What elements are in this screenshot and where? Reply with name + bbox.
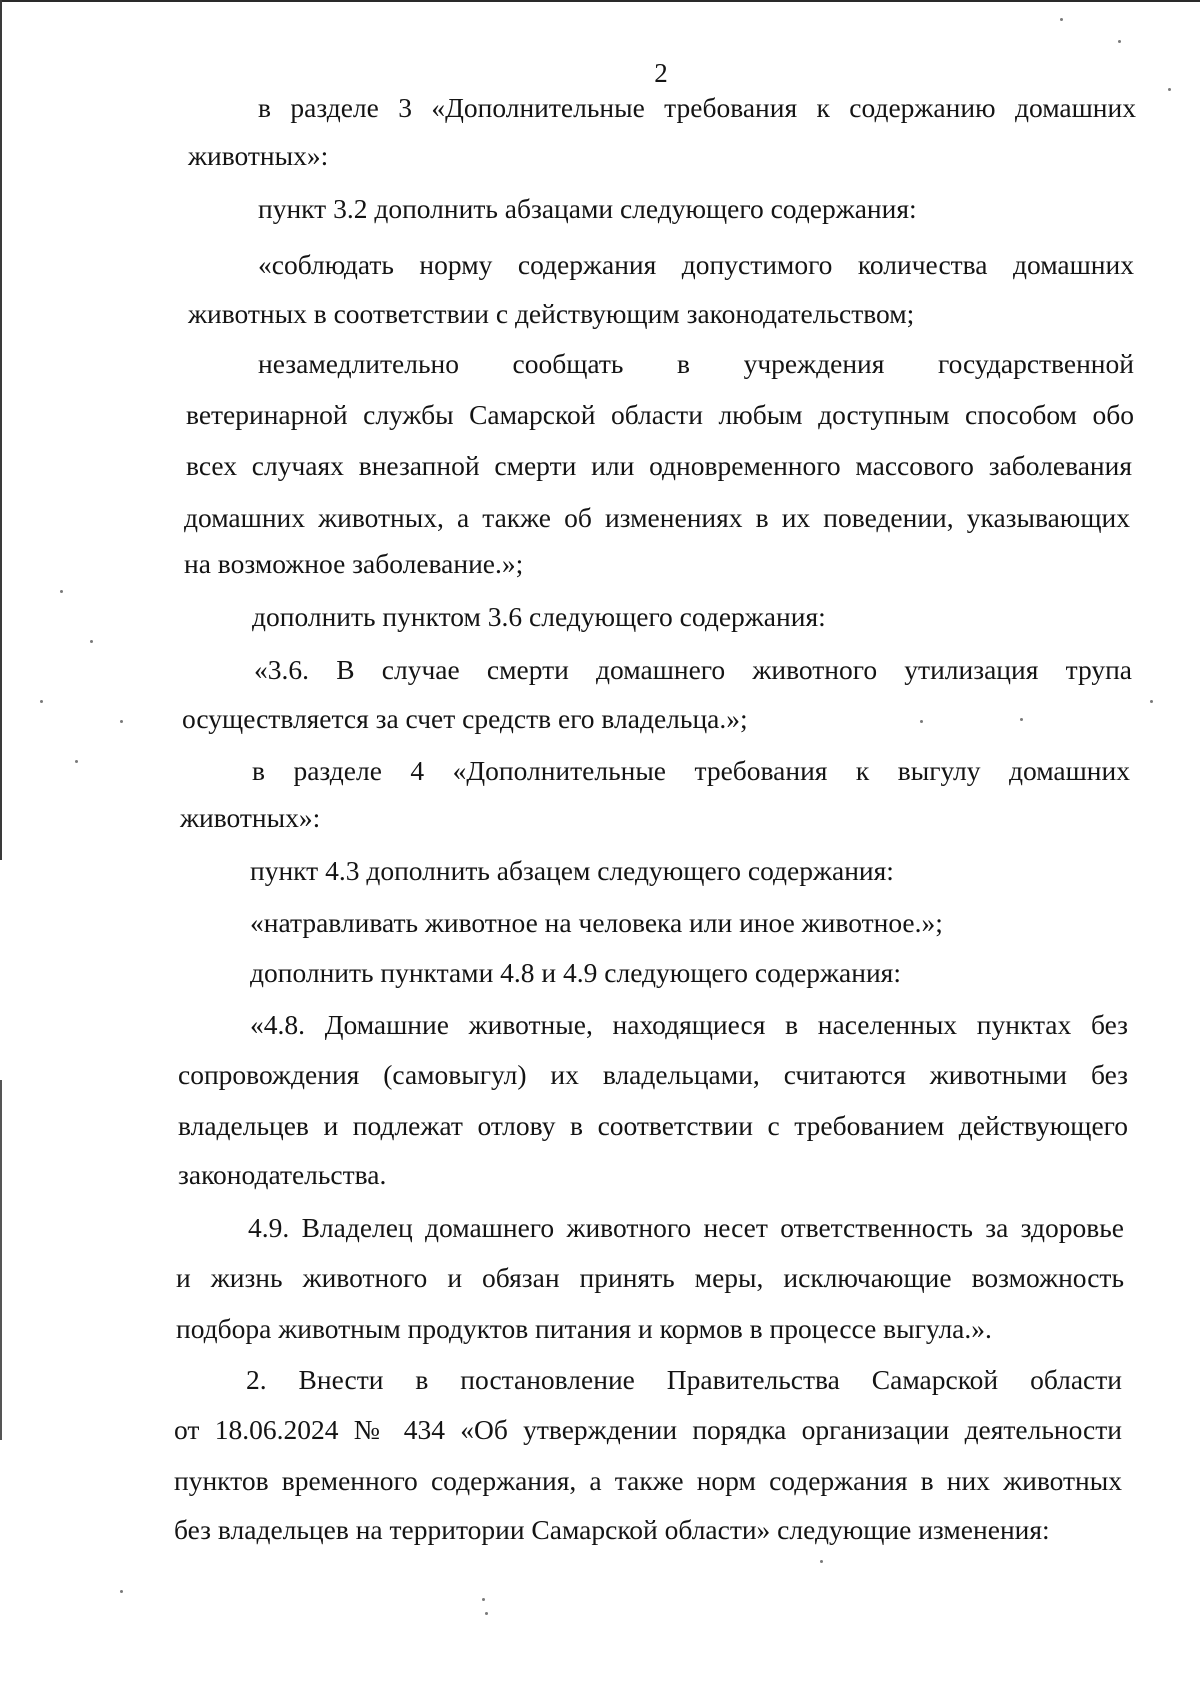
scan-speck [90, 640, 93, 643]
page-number: 2 [654, 58, 668, 88]
scan-speck [1060, 18, 1063, 21]
scan-speck [1168, 88, 1171, 91]
scan-edge-top [0, 0, 1200, 2]
text-line: ветеринарной службы Самарской области любым доступным способом обо [186, 399, 1134, 430]
text-line: дополнить пунктами 4.8 и 4.9 следующего содержания: [250, 957, 901, 988]
scan-speck [1020, 718, 1023, 721]
text-line: 4.9. Владелец домашнего животного несет ответственность за здоровье [248, 1212, 1124, 1243]
scan-speck [120, 720, 123, 723]
scan-speck [1150, 700, 1153, 703]
text-line: «3.6. В случае смерти домашнего животного утилизация трупа [254, 654, 1132, 685]
text-line: без владельцев на территории Самарской области» следующие изменения: [174, 1514, 1050, 1545]
text-line: дополнить пунктом 3.6 следующего содержания: [252, 601, 826, 632]
text-line: от 18.06.2024 № 434 «Об утверждении порядка организации деятельности [174, 1414, 1122, 1445]
scan-speck [60, 590, 63, 593]
scan-edge-left [0, 0, 2, 860]
text-line: и жизнь животного и обязан принять меры, исключающие возможность [176, 1262, 1124, 1293]
text-line: подбора животным продуктов питания и кормов в процессе выгула.». [176, 1313, 992, 1344]
text-line: законодательства. [178, 1159, 387, 1190]
text-line: владельцев и подлежат отлову в соответствии с требованием действующего [178, 1110, 1128, 1141]
scan-speck [75, 760, 78, 763]
text-line: «4.8. Домашние животные, находящиеся в населенных пунктах без [250, 1009, 1128, 1040]
scan-speck [820, 1560, 823, 1563]
scan-speck [120, 1590, 123, 1593]
text-line: всех случаях внезапной смерти или одновременного массового заболевания [186, 450, 1132, 481]
text-line: осуществляется за счет средств его владельца.»; [182, 703, 748, 734]
text-line: в разделе 3 «Дополнительные требования к содержанию домашних [258, 92, 1136, 123]
text-line: в разделе 4 «Дополнительные требования к выгулу домашних [252, 755, 1130, 786]
text-line: пункт 3.2 дополнить абзацами следующего содержания: [258, 193, 917, 224]
text-line: 2. Внести в постановление Правительства Самарской области [246, 1364, 1122, 1395]
scan-speck [920, 720, 923, 723]
scan-speck [40, 700, 43, 703]
text-line: домашних животных, а также об изменениях в их поведении, указывающих [184, 502, 1130, 533]
text-line: на возможное заболевание.»; [184, 548, 524, 579]
text-line: незамедлительно сообщать в учреждения государственной [258, 348, 1134, 379]
scan-speck [1118, 40, 1121, 43]
text-line: «соблюдать норму содержания допустимого количества домашних [258, 249, 1134, 280]
text-line: животных»: [188, 140, 329, 171]
text-line: животных»: [180, 802, 321, 833]
scan-speck [485, 1612, 488, 1615]
scan-speck [482, 1598, 485, 1601]
text-line: пункт 4.3 дополнить абзацем следующего содержания: [250, 855, 894, 886]
text-line: сопровождения (самовыгул) их владельцами, считаются животными без [178, 1059, 1128, 1090]
text-line: «натравливать животное на человека или иное животное.»; [250, 907, 943, 938]
text-line: пунктов временного содержания, а также норм содержания в них животных [174, 1465, 1122, 1496]
text-line: животных в соответствии с действующим законодательством; [188, 298, 915, 329]
scan-edge-left-lower [0, 1080, 2, 1440]
